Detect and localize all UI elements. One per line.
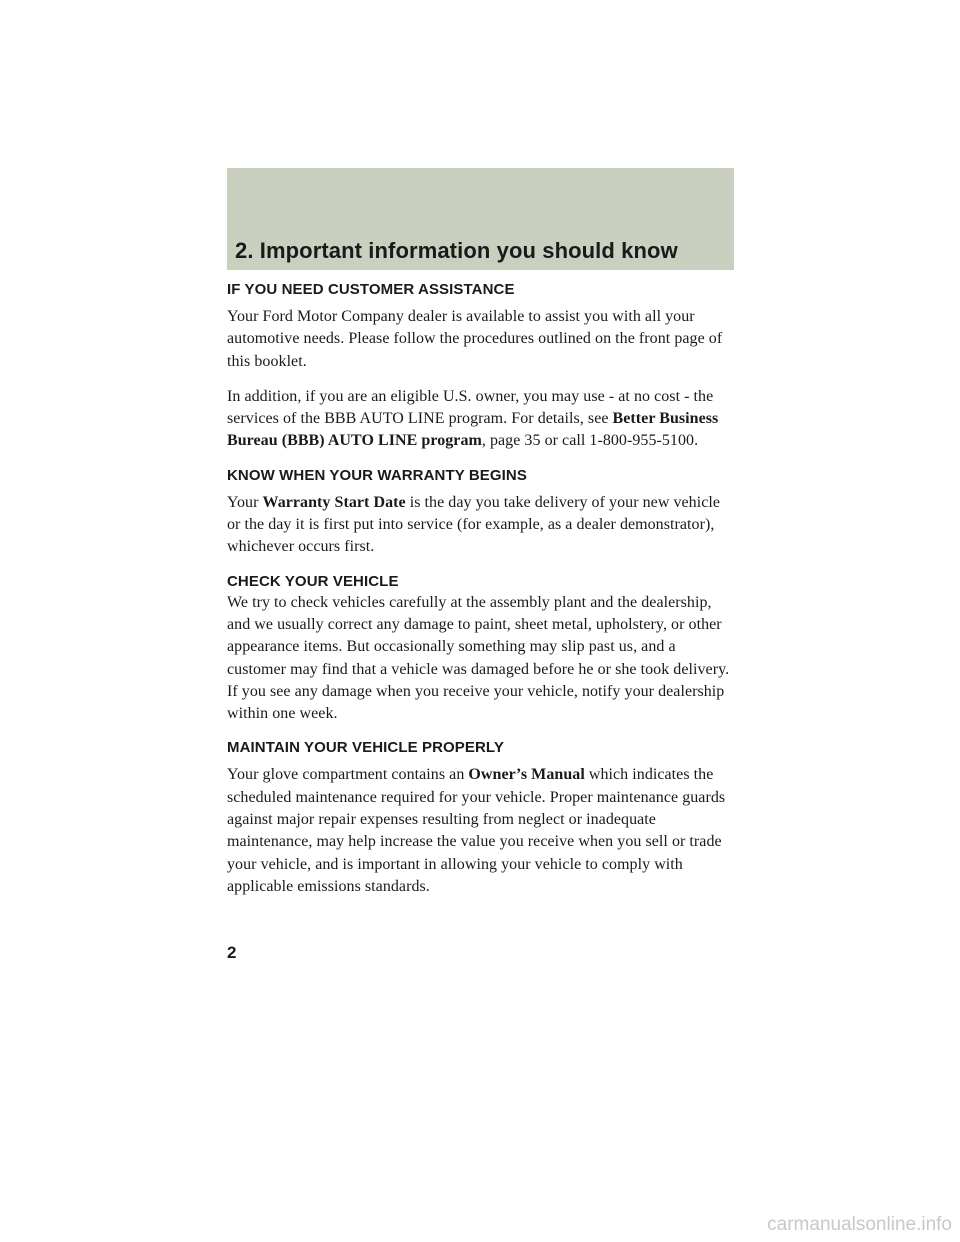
maintain-text-lead: Your glove compartment contains an [227, 766, 469, 784]
warranty-start-date-term: Warranty Start Date [262, 493, 406, 511]
check-vehicle-paragraph: We try to check vehicles carefully at the assembly plant and the dealership, and we usually correct any damage to paint, sheet metal, upholstery, or other appearance items. But occasionally something may slip past us, and a customer may find that a vehicle was damaged before he or she took delivery. If you see any damage when you receive your vehicle, notify your dealership within one week. [227, 593, 730, 723]
customer-assistance-paragraph-2 [227, 386, 737, 453]
page-number: 2 [227, 943, 237, 962]
maintain-text-rest: which indicates the scheduled maintenance required for your vehicle. Proper maintenance guards against major repair expenses resulting from neglect or inadequate maintenance, may help increase the value you receive when you sell or trade your vehicle, and is important in allowing your vehicle to comply with applicable emissions standards. [227, 766, 726, 895]
bbb-intro-text: In addition, if you are an eligible U.S. owner, you may use - at no cost - the services of the BBB AUTO LINE program. For details, see [227, 387, 714, 428]
warranty-begins-paragraph [227, 492, 737, 559]
heading-customer-assistance: IF YOU NEED CUSTOMER ASSISTANCE [227, 281, 515, 298]
warranty-text-rest: is the day you take delivery of your new vehicle or the day it is first put into service (for example, as a dealer demonstrator), whichever occurs first. [227, 493, 721, 556]
warranty-text-lead: Your [227, 493, 263, 511]
owners-manual-term: Owner’s Manual [468, 766, 585, 784]
bbb-page-and-phone: , page 35 or call 1-800-955-5100. [481, 432, 699, 450]
maintain-vehicle-paragraph [227, 764, 737, 898]
watermark: carmanualsonline.info [767, 1214, 952, 1235]
heading-maintain-vehicle: MAINTAIN YOUR VEHICLE PROPERLY [227, 739, 504, 757]
page-content [227, 280, 737, 911]
heading-warranty-begins: KNOW WHEN YOUR WARRANTY BEGINS [227, 466, 527, 484]
chapter-title: 2. Important information you should know [235, 238, 678, 263]
heading-check-vehicle: CHECK YOUR VEHICLE [227, 572, 399, 590]
chapter-header-band [227, 168, 734, 270]
customer-assistance-paragraph-1: Your Ford Motor Company dealer is available to assist you with all your automotive needs. Please follow the procedures outlined on the front page of this booklet. [227, 308, 723, 370]
bbb-program-reference: Better Business Bureau (BBB) AUTO LINE program [227, 410, 719, 450]
